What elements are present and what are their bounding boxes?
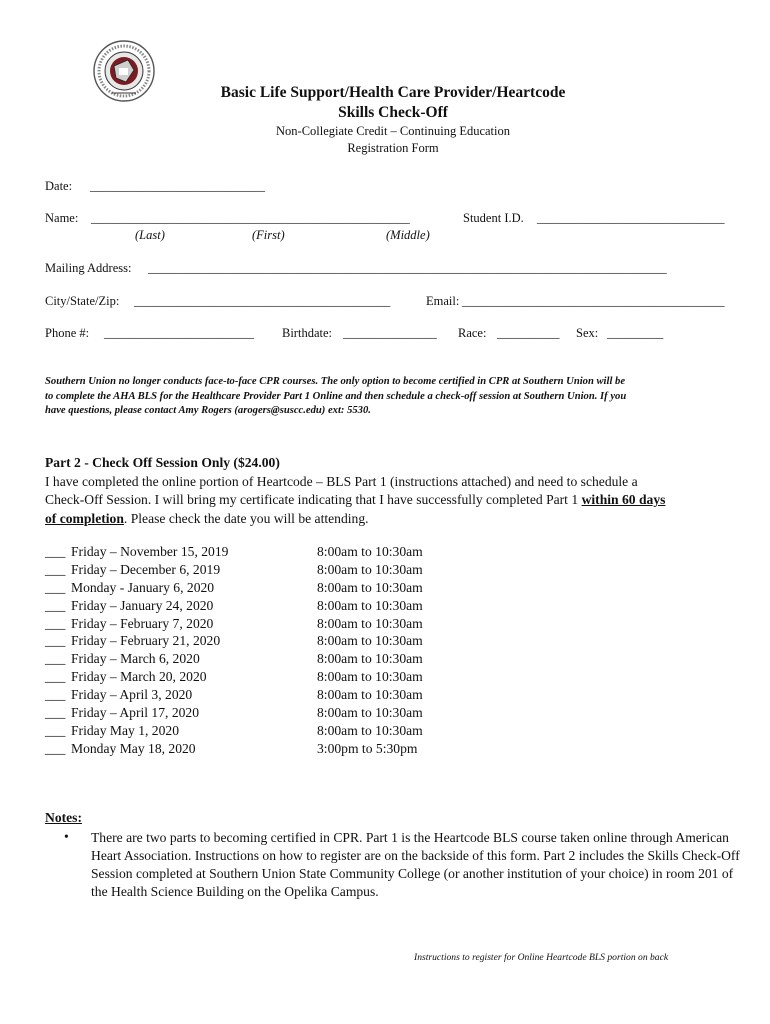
session-list (45, 543, 465, 758)
session-time: 8:00am to 10:30am (317, 687, 423, 703)
date-field[interactable]: ____________________________ (90, 179, 265, 193)
session-check-blank[interactable]: ___ (45, 597, 66, 613)
session-check-blank[interactable]: ___ (45, 705, 66, 721)
session-check-blank[interactable]: ___ (45, 687, 66, 703)
session-row (45, 632, 465, 650)
session-time: 8:00am to 10:30am (317, 561, 423, 577)
session-row (45, 740, 465, 758)
name-field[interactable]: ___________________________________________________ (91, 211, 410, 225)
birthdate-field[interactable]: _______________ (343, 326, 437, 340)
session-time: 8:00am to 10:30am (317, 544, 423, 559)
form-subtitle-line1: Non-Collegiate Credit – Continuing Education (276, 124, 510, 138)
part2-text-line3: . Please check the date you will be attending. (123, 510, 369, 526)
session-time: 8:00am to 10:30am (317, 722, 423, 738)
session-date: Friday May 1, 2020 (71, 722, 179, 738)
form-title-line2: Skills Check-Off (338, 104, 448, 121)
city-state-zip-label: City/State/Zip: (45, 294, 120, 308)
session-time: 8:00am to 10:30am (317, 579, 423, 595)
part2-section (45, 454, 745, 528)
of-completion-emphasis: of completion (45, 510, 124, 526)
session-time: 8:00am to 10:30am (317, 669, 423, 685)
cpr-notice-line1: Southern Union no longer conducts face-to-face CPR courses. The only option to become certified in CPR at Southern Union will be (45, 376, 626, 387)
session-check-blank[interactable]: ___ (45, 544, 66, 559)
cpr-notice-line2: to complete the AHA BLS for the Healthcare Provider Part 1 Online and then schedule a check-off session at Southern Union. If you (45, 390, 627, 402)
race-field[interactable]: __________ (497, 326, 560, 340)
session-check-blank[interactable]: ___ (45, 561, 66, 577)
part2-heading: Part 2 - Check Off Session Only ($24.00) (45, 455, 280, 470)
session-date: Friday – February 7, 2020 (71, 615, 214, 631)
email-label: Email: (426, 294, 460, 308)
sex-field[interactable]: _________ (607, 326, 664, 340)
name-middle-caption: (Middle) (386, 228, 430, 242)
phone-field[interactable]: ________________________ (104, 326, 254, 340)
session-date: Friday – March 20, 2020 (71, 669, 207, 685)
notes-text: There are two parts to becoming certified in CPR. Part 1 is the Heartcode BLS course taken online through American Heart Association. Instructions on how to register are on the backside of this form. Part 2 includes the Skills Check-Off Session completed at Southern Union State Community College (or another institution of your choice) in room 201 of the Health Science Building on the Opelika Campus. (91, 830, 740, 899)
session-date: Friday – December 6, 2019 (71, 561, 221, 577)
session-row (45, 686, 465, 704)
part2-text-line2: Check-Off Session. I will bring my certificate indicating that I have successfully completed Part 1 (45, 492, 579, 507)
bullet-icon: • (64, 829, 69, 844)
name-first-caption: (First) (252, 228, 285, 242)
within-60-days-emphasis: within 60 days (581, 492, 666, 507)
session-check-blank[interactable]: ___ (45, 615, 66, 631)
session-time: 8:00am to 10:30am (317, 633, 423, 649)
footer-note: Instructions to register for Online Heartcode BLS portion on back (414, 952, 669, 963)
session-time: 8:00am to 10:30am (317, 705, 423, 721)
session-time: 8:00am to 10:30am (317, 597, 423, 613)
session-date: Monday - January 6, 2020 (71, 579, 215, 595)
session-check-blank[interactable]: ___ (45, 722, 66, 738)
session-date: Friday – February 21, 2020 (71, 633, 221, 649)
student-id-label: Student I.D. (463, 211, 524, 225)
email-field[interactable]: __________________________________________ (462, 294, 725, 308)
session-row (45, 543, 465, 561)
notes-heading: Notes: (45, 810, 82, 825)
session-date: Monday May 18, 2020 (71, 740, 196, 756)
part2-text-line1: I have completed the online portion of Heartcode – BLS Part 1 (instructions attached) and need to schedule a (45, 473, 638, 489)
cpr-notice (45, 375, 745, 419)
student-id-field[interactable]: ______________________________ (537, 211, 725, 225)
name-label: Name: (45, 211, 79, 225)
session-date: Friday – April 17, 2020 (71, 705, 200, 721)
session-row (45, 650, 465, 668)
session-time: 8:00am to 10:30am (317, 615, 423, 631)
session-row (45, 615, 465, 633)
city-state-zip-field[interactable]: _________________________________________ (134, 294, 391, 308)
session-row (45, 704, 465, 722)
date-label: Date: (45, 179, 73, 193)
session-row (45, 722, 465, 740)
mailing-address-field[interactable]: ___________________________________________________________________________________ (148, 261, 667, 275)
form-subtitle-line2: Registration Form (347, 141, 439, 155)
race-label: Race: (458, 326, 487, 340)
session-check-blank[interactable]: ___ (45, 633, 66, 649)
name-last-caption: (Last) (135, 228, 165, 242)
session-date: Friday – March 6, 2020 (71, 651, 200, 667)
session-row (45, 579, 465, 597)
phone-label: Phone #: (45, 326, 90, 340)
session-check-blank[interactable]: ___ (45, 669, 66, 685)
session-row (45, 597, 465, 615)
session-date: Friday – January 24, 2020 (71, 597, 214, 613)
session-row (45, 668, 465, 686)
session-row (45, 561, 465, 579)
form-title-line1: Basic Life Support/Health Care Provider/Heartcode (220, 84, 566, 101)
session-date: Friday – November 15, 2019 (71, 544, 229, 559)
session-check-blank[interactable]: ___ (45, 651, 66, 667)
session-time: 3:00pm to 5:30pm (317, 740, 418, 756)
mailing-address-label: Mailing Address: (45, 261, 132, 275)
session-check-blank[interactable]: ___ (45, 740, 66, 756)
session-date: Friday – April 3, 2020 (71, 687, 193, 703)
session-time: 8:00am to 10:30am (317, 651, 423, 667)
cpr-notice-line3: have questions, please contact Amy Rogers (arogers@suscc.edu) ext: 5530. (45, 405, 371, 417)
sex-label: Sex: (576, 326, 599, 340)
birthdate-label: Birthdate: (282, 326, 332, 340)
session-check-blank[interactable]: ___ (45, 579, 66, 595)
